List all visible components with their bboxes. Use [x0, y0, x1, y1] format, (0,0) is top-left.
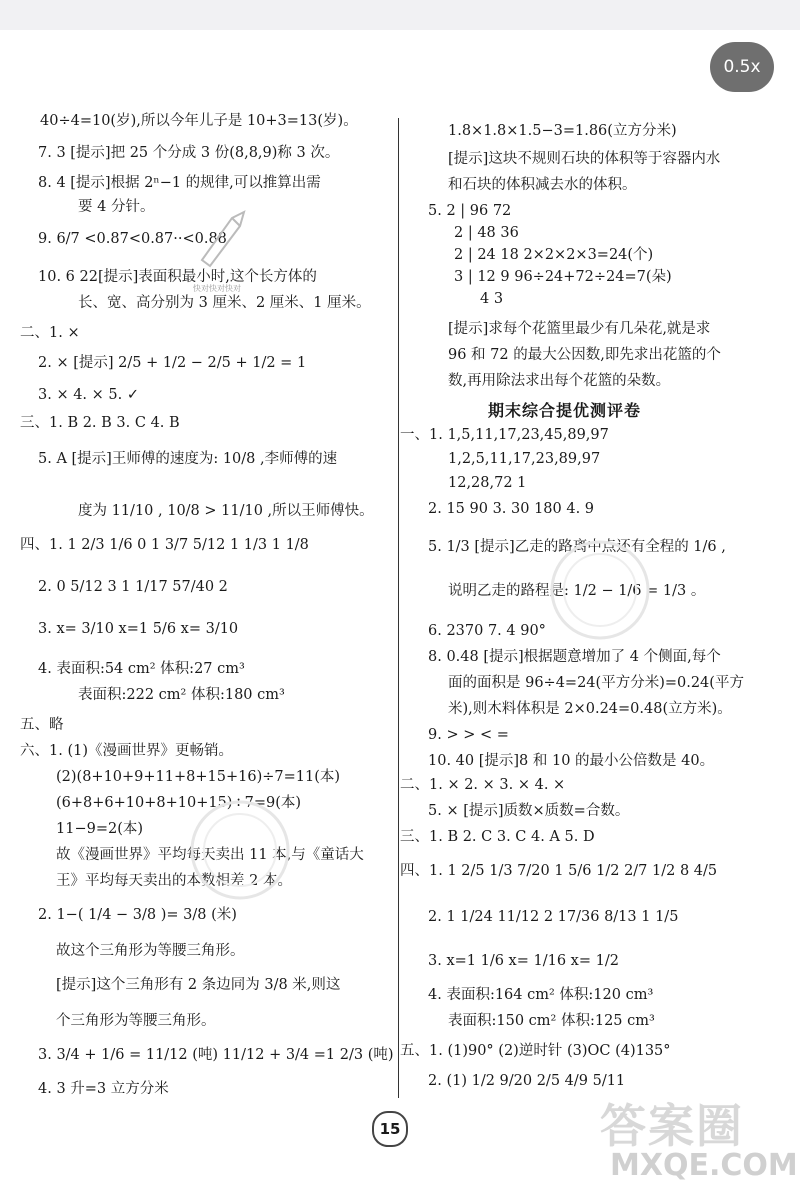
check-stamp-icon: [180, 790, 300, 910]
watermark-url: MXQE.COM: [610, 1148, 798, 1183]
answer-line: 5. 1/3 [提示]乙走的路离中点还有全程的 1/6 ,: [428, 539, 726, 555]
answer-line: 8. 4 [提示]根据 2ⁿ−1 的规律,可以推算出需: [38, 175, 321, 191]
answer-line: 5. × [提示]质数×质数=合数。: [428, 803, 630, 819]
column-divider: [398, 118, 399, 1098]
answer-line: 度为 11/10 , 10/8 > 11/10 ,所以王师傅快。: [78, 503, 374, 519]
answer-line: 4. 表面积:164 cm² 体积:120 cm³: [428, 987, 654, 1003]
answer-line: 5. A [提示]王师傅的速度为: 10/8 ,李师傅的速: [38, 451, 338, 467]
answer-line: 2. 15 90 3. 30 180 4. 9: [428, 501, 595, 517]
answer-line: 说明乙走的路程是: 1/2 − 1/6 = 1/3 。: [448, 583, 706, 599]
answer-line: 一、1. 1,5,11,17,23,45,89,97: [400, 427, 609, 443]
answer-line: 1,2,5,11,17,23,89,97: [448, 451, 601, 467]
answer-line: 10. 6 22[提示]表面积最小时,这个长方体的: [38, 269, 317, 285]
answer-line: 要 4 分针。: [78, 199, 155, 215]
answer-line: 10. 40 [提示]8 和 10 的最小公倍数是 40。: [428, 753, 715, 769]
page-number: [345, 1112, 435, 1146]
answer-line: 四、1. 1 2/5 1/3 7/20 1 5/6 1/2 2/7 1/2 8 4/5: [400, 863, 718, 879]
answer-line: 故《漫画世界》平均每天卖出 11 本,与《童话大: [56, 847, 364, 863]
answer-line: 9. > > < =: [428, 727, 509, 743]
stamp-icon: [192, 200, 262, 270]
section-title: 期末综合提优测评卷: [488, 401, 642, 420]
answer-line: 三、1. B 2. B 3. C 4. B: [20, 415, 180, 431]
answer-line: 2. 1 1/24 11/12 2 17/36 8/13 1 1/5: [428, 909, 679, 925]
answer-line: 2. × [提示] 2/5 + 1/2 − 2/5 + 1/2 = 1: [38, 355, 307, 371]
answer-line: 表面积:222 cm² 体积:180 cm³: [78, 687, 285, 703]
answer-line: 11−9=2(本): [56, 821, 144, 837]
answer-line: [提示]这块不规则石块的体积等于容器内水: [448, 151, 721, 167]
answer-line: 五、1. (1)90° (2)逆时针 (3)OC (4)135°: [400, 1043, 671, 1059]
answer-line: 1.8×1.8×1.5−3=1.86(立方分米): [448, 123, 677, 139]
answer-line: 二、1. × 2. × 3. × 4. ×: [400, 777, 566, 793]
answer-line: 王》平均每天卖出的本数相差 2 本。: [56, 873, 292, 889]
answer-line: 3. x= 3/10 x=1 5/6 x= 3/10: [38, 621, 239, 637]
answer-line: 8. 0.48 [提示]根据题意增加了 4 个侧面,每个: [428, 649, 721, 665]
playback-speed-badge[interactable]: 0.5x: [710, 42, 774, 92]
answer-line: 故这个三角形为等腰三角形。: [56, 943, 245, 959]
top-band: [0, 0, 800, 30]
answer-line: [提示]求每个花篮里最少有几朵花,就是求: [448, 321, 711, 337]
answer-line: 40÷4=10(岁),所以今年儿子是 10+3=13(岁)。: [40, 113, 358, 129]
answer-line: 米),则木料体积是 2×0.24=0.48(立方米)。: [448, 701, 732, 717]
answer-line: (2)(8+10+9+11+8+15+16)÷7=11(本): [56, 769, 341, 785]
answer-line: 5. 2 | 96 72: [428, 203, 512, 219]
answer-line: [提示]这个三角形有 2 条边同为 3/8 米,则这: [56, 977, 341, 993]
answer-line: 面的面积是 96÷4=24(平方分米)=0.24(平方: [448, 675, 744, 691]
answer-line: 个三角形为等腰三角形。: [56, 1013, 216, 1029]
page-number-label: 15: [372, 1111, 408, 1147]
answer-line: 6. 2370 7. 4 90°: [428, 623, 546, 639]
answer-line: 三、1. B 2. C 3. C 4. A 5. D: [400, 829, 595, 845]
answer-line: 2. 1−( 1/4 − 3/8 )= 3/8 (米): [38, 907, 237, 923]
answer-line: 4. 表面积:54 cm² 体积:27 cm³: [38, 661, 245, 677]
answer-line: 数,再用除法求出每个花篮的朵数。: [448, 373, 671, 389]
answer-line: (6+8+6+10+8+10+15)÷7=9(本): [56, 795, 302, 811]
answer-line: 长、宽、高分别为 3 厘米、2 厘米、1 厘米。: [78, 295, 371, 311]
answer-line: 9. 6/7 <0.87<0.87··<0.88: [38, 231, 227, 247]
answer-line: 3. x=1 1/6 x= 1/16 x= 1/2: [428, 953, 619, 969]
answer-line: 4 3: [480, 291, 504, 307]
stamp-caption: 快对快对快对: [193, 284, 241, 293]
answer-line: 2 | 24 18 2×2×2×3=24(个): [454, 247, 654, 263]
answer-line: 2 | 48 36: [454, 225, 519, 241]
answer-line: 五、略: [20, 717, 64, 733]
answer-line: 3. 3/4 + 1/6 = 11/12 (吨) 11/12 + 3/4 =1 2/3 (吨): [38, 1047, 394, 1063]
answer-line: 4. 3 升=3 立方分米: [38, 1081, 169, 1097]
answer-line: 3. × 4. × 5. ✓: [38, 387, 139, 403]
answer-line: 二、1. ×: [20, 325, 80, 341]
answer-line: 96 和 72 的最大公因数,即先求出花篮的个: [448, 347, 721, 363]
answer-line: 六、1. (1)《漫画世界》更畅销。: [20, 743, 233, 759]
watermark-logo: 答案圈: [600, 1099, 744, 1153]
answer-line: 7. 3 [提示]把 25 个分成 3 份(8,8,9)称 3 次。: [38, 145, 340, 161]
answer-line: 表面积:150 cm² 体积:125 cm³: [448, 1013, 655, 1029]
answer-line: 3 | 12 9 96÷24+72÷24=7(朵): [454, 269, 672, 285]
answer-line: 四、1. 1 2/3 1/6 0 1 3/7 5/12 1 1/3 1 1/8: [20, 537, 309, 553]
check-stamp-icon: [540, 530, 660, 650]
answer-line: 和石块的体积减去水的体积。: [448, 177, 637, 193]
answer-line: 12,28,72 1: [448, 475, 527, 491]
answer-line: 2. 0 5/12 3 1 1/17 57/40 2: [38, 579, 228, 595]
answer-line: 2. (1) 1/2 9/20 2/5 4/9 5/11: [428, 1073, 626, 1089]
